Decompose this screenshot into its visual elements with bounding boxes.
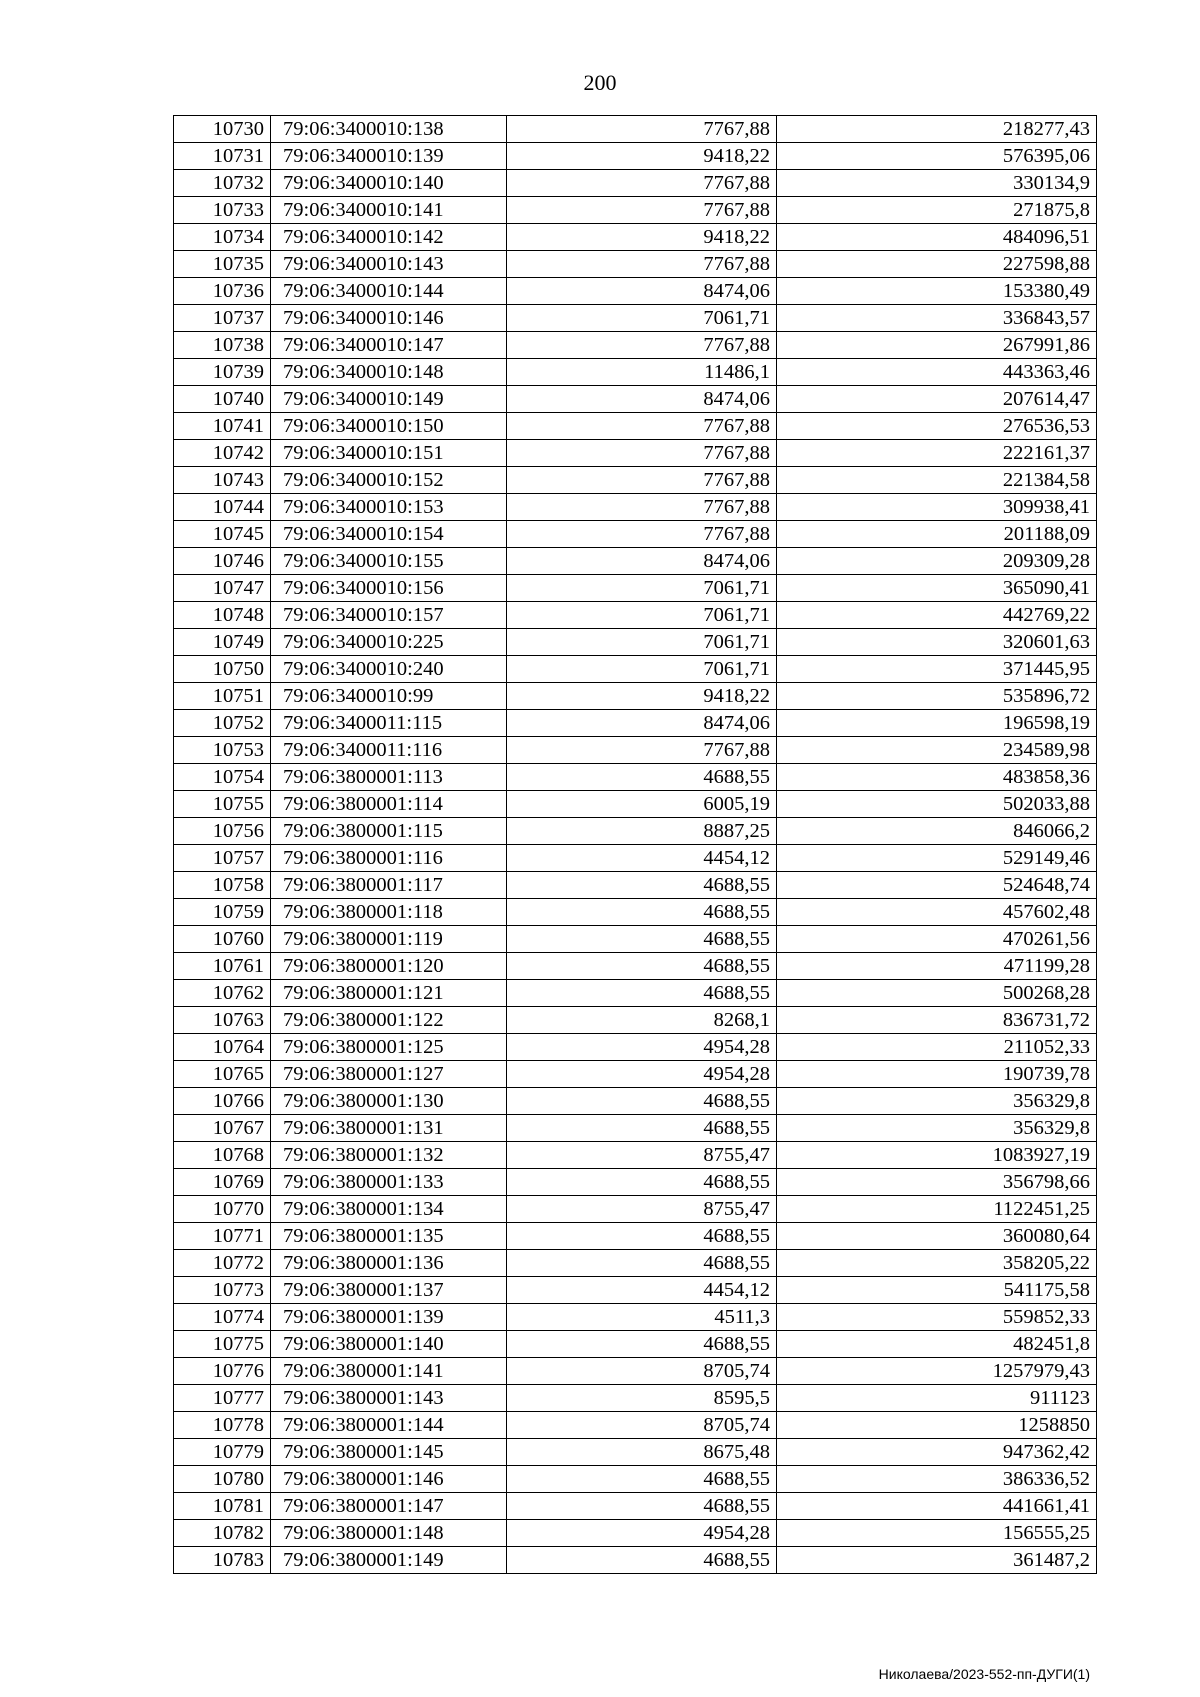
total-value-cell: 483858,36 xyxy=(777,764,1097,791)
total-value-cell: 1122451,25 xyxy=(777,1196,1097,1223)
cadastral-number-cell: 79:06:3400010:147 xyxy=(271,332,507,359)
table-row xyxy=(174,548,1097,575)
total-value-cell: 1257979,43 xyxy=(777,1358,1097,1385)
row-number-cell: 10730 xyxy=(174,116,271,143)
total-value-cell: 201188,09 xyxy=(777,521,1097,548)
row-number-cell: 10751 xyxy=(174,683,271,710)
total-value-cell: 441661,41 xyxy=(777,1493,1097,1520)
table-row xyxy=(174,359,1097,386)
table-body xyxy=(174,116,1097,1574)
total-value-cell: 371445,95 xyxy=(777,656,1097,683)
total-value-cell: 356329,8 xyxy=(777,1088,1097,1115)
unit-value-cell: 4688,55 xyxy=(507,764,777,791)
row-number-cell: 10767 xyxy=(174,1115,271,1142)
cadastral-number-cell: 79:06:3400010:156 xyxy=(271,575,507,602)
unit-value-cell: 7767,88 xyxy=(507,494,777,521)
table-row xyxy=(174,278,1097,305)
cadastral-number-cell: 79:06:3400010:144 xyxy=(271,278,507,305)
total-value-cell: 947362,42 xyxy=(777,1439,1097,1466)
row-number-cell: 10744 xyxy=(174,494,271,521)
table-row xyxy=(174,629,1097,656)
unit-value-cell: 7767,88 xyxy=(507,440,777,467)
row-number-cell: 10768 xyxy=(174,1142,271,1169)
table-row xyxy=(174,1547,1097,1574)
table-row xyxy=(174,1223,1097,1250)
total-value-cell: 457602,48 xyxy=(777,899,1097,926)
total-value-cell: 190739,78 xyxy=(777,1061,1097,1088)
cadastral-number-cell: 79:06:3400010:157 xyxy=(271,602,507,629)
unit-value-cell: 7061,71 xyxy=(507,656,777,683)
row-number-cell: 10750 xyxy=(174,656,271,683)
unit-value-cell: 4688,55 xyxy=(507,1547,777,1574)
row-number-cell: 10748 xyxy=(174,602,271,629)
total-value-cell: 836731,72 xyxy=(777,1007,1097,1034)
table-row xyxy=(174,197,1097,224)
cadastral-number-cell: 79:06:3400010:142 xyxy=(271,224,507,251)
unit-value-cell: 7767,88 xyxy=(507,413,777,440)
total-value-cell: 356329,8 xyxy=(777,1115,1097,1142)
cadastral-number-cell: 79:06:3800001:143 xyxy=(271,1385,507,1412)
row-number-cell: 10738 xyxy=(174,332,271,359)
cadastral-number-cell: 79:06:3400010:99 xyxy=(271,683,507,710)
table-row xyxy=(174,332,1097,359)
cadastral-number-cell: 79:06:3400011:115 xyxy=(271,710,507,737)
unit-value-cell: 7767,88 xyxy=(507,116,777,143)
total-value-cell: 360080,64 xyxy=(777,1223,1097,1250)
unit-value-cell: 8755,47 xyxy=(507,1196,777,1223)
table-row xyxy=(174,575,1097,602)
table-row xyxy=(174,899,1097,926)
table-row xyxy=(174,872,1097,899)
unit-value-cell: 4688,55 xyxy=(507,1250,777,1277)
unit-value-cell: 9418,22 xyxy=(507,683,777,710)
total-value-cell: 1083927,19 xyxy=(777,1142,1097,1169)
row-number-cell: 10749 xyxy=(174,629,271,656)
table-row xyxy=(174,1358,1097,1385)
page-number: 200 xyxy=(583,70,617,95)
row-number-cell: 10776 xyxy=(174,1358,271,1385)
total-value-cell: 500268,28 xyxy=(777,980,1097,1007)
total-value-cell: 330134,9 xyxy=(777,170,1097,197)
total-value-cell: 336843,57 xyxy=(777,305,1097,332)
table-row xyxy=(174,1196,1097,1223)
cadastral-number-cell: 79:06:3800001:136 xyxy=(271,1250,507,1277)
row-number-cell: 10741 xyxy=(174,413,271,440)
table-row xyxy=(174,1115,1097,1142)
table-row xyxy=(174,251,1097,278)
table-row xyxy=(174,1439,1097,1466)
cadastral-number-cell: 79:06:3400010:146 xyxy=(271,305,507,332)
unit-value-cell: 4688,55 xyxy=(507,1223,777,1250)
table-row xyxy=(174,845,1097,872)
row-number-cell: 10732 xyxy=(174,170,271,197)
table-row xyxy=(174,467,1097,494)
unit-value-cell: 8705,74 xyxy=(507,1358,777,1385)
row-number-cell: 10765 xyxy=(174,1061,271,1088)
unit-value-cell: 4688,55 xyxy=(507,872,777,899)
cadastral-number-cell: 79:06:3400010:225 xyxy=(271,629,507,656)
unit-value-cell: 8268,1 xyxy=(507,1007,777,1034)
total-value-cell: 209309,28 xyxy=(777,548,1097,575)
table-row xyxy=(174,1142,1097,1169)
unit-value-cell: 4511,3 xyxy=(507,1304,777,1331)
cadastral-number-cell: 79:06:3800001:113 xyxy=(271,764,507,791)
row-number-cell: 10737 xyxy=(174,305,271,332)
document-reference: Николаева/2023-552-пп-ДУГИ(1) xyxy=(878,1666,1090,1682)
cadastral-number-cell: 79:06:3400010:139 xyxy=(271,143,507,170)
total-value-cell: 911123 xyxy=(777,1385,1097,1412)
unit-value-cell: 7767,88 xyxy=(507,197,777,224)
cadastral-number-cell: 79:06:3800001:133 xyxy=(271,1169,507,1196)
unit-value-cell: 8675,48 xyxy=(507,1439,777,1466)
total-value-cell: 443363,46 xyxy=(777,359,1097,386)
total-value-cell: 218277,43 xyxy=(777,116,1097,143)
row-number-cell: 10770 xyxy=(174,1196,271,1223)
row-number-cell: 10760 xyxy=(174,926,271,953)
unit-value-cell: 4688,55 xyxy=(507,1169,777,1196)
unit-value-cell: 8474,06 xyxy=(507,710,777,737)
cadastral-number-cell: 79:06:3400010:152 xyxy=(271,467,507,494)
table-row xyxy=(174,1169,1097,1196)
row-number-cell: 10735 xyxy=(174,251,271,278)
row-number-cell: 10733 xyxy=(174,197,271,224)
total-value-cell: 227598,88 xyxy=(777,251,1097,278)
table-row xyxy=(174,305,1097,332)
unit-value-cell: 4454,12 xyxy=(507,1277,777,1304)
row-number-cell: 10736 xyxy=(174,278,271,305)
total-value-cell: 267991,86 xyxy=(777,332,1097,359)
row-number-cell: 10739 xyxy=(174,359,271,386)
cadastral-number-cell: 79:06:3400010:151 xyxy=(271,440,507,467)
table-row xyxy=(174,1250,1097,1277)
unit-value-cell: 4954,28 xyxy=(507,1034,777,1061)
table-row xyxy=(174,521,1097,548)
row-number-cell: 10753 xyxy=(174,737,271,764)
cadastral-number-cell: 79:06:3400010:155 xyxy=(271,548,507,575)
row-number-cell: 10745 xyxy=(174,521,271,548)
total-value-cell: 320601,63 xyxy=(777,629,1097,656)
unit-value-cell: 6005,19 xyxy=(507,791,777,818)
row-number-cell: 10783 xyxy=(174,1547,271,1574)
row-number-cell: 10763 xyxy=(174,1007,271,1034)
row-number-cell: 10742 xyxy=(174,440,271,467)
cadastral-number-cell: 79:06:3800001:131 xyxy=(271,1115,507,1142)
row-number-cell: 10774 xyxy=(174,1304,271,1331)
cadastral-number-cell: 79:06:3400010:150 xyxy=(271,413,507,440)
unit-value-cell: 7767,88 xyxy=(507,521,777,548)
cadastral-number-cell: 79:06:3800001:137 xyxy=(271,1277,507,1304)
total-value-cell: 207614,47 xyxy=(777,386,1097,413)
table-row xyxy=(174,1331,1097,1358)
cadastral-number-cell: 79:06:3800001:146 xyxy=(271,1466,507,1493)
table-row xyxy=(174,386,1097,413)
cadastral-number-cell: 79:06:3800001:125 xyxy=(271,1034,507,1061)
unit-value-cell: 4688,55 xyxy=(507,1088,777,1115)
table-row xyxy=(174,710,1097,737)
row-number-cell: 10781 xyxy=(174,1493,271,1520)
cadastral-number-cell: 79:06:3800001:132 xyxy=(271,1142,507,1169)
total-value-cell: 576395,06 xyxy=(777,143,1097,170)
table-row xyxy=(174,413,1097,440)
table-row xyxy=(174,1007,1097,1034)
table-row xyxy=(174,980,1097,1007)
total-value-cell: 276536,53 xyxy=(777,413,1097,440)
total-value-cell: 442769,22 xyxy=(777,602,1097,629)
total-value-cell: 386336,52 xyxy=(777,1466,1097,1493)
row-number-cell: 10777 xyxy=(174,1385,271,1412)
table-row xyxy=(174,440,1097,467)
cadastral-number-cell: 79:06:3800001:114 xyxy=(271,791,507,818)
cadastral-number-cell: 79:06:3400010:141 xyxy=(271,197,507,224)
cadastral-number-cell: 79:06:3800001:135 xyxy=(271,1223,507,1250)
row-number-cell: 10752 xyxy=(174,710,271,737)
table-row xyxy=(174,656,1097,683)
table-row xyxy=(174,224,1097,251)
total-value-cell: 846066,2 xyxy=(777,818,1097,845)
unit-value-cell: 8755,47 xyxy=(507,1142,777,1169)
table-row xyxy=(174,1304,1097,1331)
table-row xyxy=(174,926,1097,953)
total-value-cell: 222161,37 xyxy=(777,440,1097,467)
unit-value-cell: 4688,55 xyxy=(507,926,777,953)
unit-value-cell: 7767,88 xyxy=(507,737,777,764)
table-row xyxy=(174,1493,1097,1520)
total-value-cell: 559852,33 xyxy=(777,1304,1097,1331)
cadastral-value-table xyxy=(173,115,1097,1574)
table-row xyxy=(174,494,1097,521)
table-row xyxy=(174,1385,1097,1412)
row-number-cell: 10743 xyxy=(174,467,271,494)
total-value-cell: 356798,66 xyxy=(777,1169,1097,1196)
unit-value-cell: 9418,22 xyxy=(507,143,777,170)
unit-value-cell: 7767,88 xyxy=(507,332,777,359)
unit-value-cell: 9418,22 xyxy=(507,224,777,251)
total-value-cell: 541175,58 xyxy=(777,1277,1097,1304)
cadastral-number-cell: 79:06:3800001:148 xyxy=(271,1520,507,1547)
row-number-cell: 10756 xyxy=(174,818,271,845)
table-row xyxy=(174,170,1097,197)
total-value-cell: 482451,8 xyxy=(777,1331,1097,1358)
row-number-cell: 10766 xyxy=(174,1088,271,1115)
cadastral-number-cell: 79:06:3400010:140 xyxy=(271,170,507,197)
cadastral-number-cell: 79:06:3800001:149 xyxy=(271,1547,507,1574)
unit-value-cell: 4688,55 xyxy=(507,1331,777,1358)
row-number-cell: 10747 xyxy=(174,575,271,602)
cadastral-number-cell: 79:06:3800001:140 xyxy=(271,1331,507,1358)
row-number-cell: 10773 xyxy=(174,1277,271,1304)
total-value-cell: 358205,22 xyxy=(777,1250,1097,1277)
table-row xyxy=(174,818,1097,845)
row-number-cell: 10758 xyxy=(174,872,271,899)
total-value-cell: 196598,19 xyxy=(777,710,1097,737)
unit-value-cell: 4688,55 xyxy=(507,899,777,926)
unit-value-cell: 4688,55 xyxy=(507,980,777,1007)
total-value-cell: 470261,56 xyxy=(777,926,1097,953)
total-value-cell: 471199,28 xyxy=(777,953,1097,980)
total-value-cell: 529149,46 xyxy=(777,845,1097,872)
table-row xyxy=(174,1034,1097,1061)
cadastral-number-cell: 79:06:3400010:154 xyxy=(271,521,507,548)
unit-value-cell: 7767,88 xyxy=(507,251,777,278)
unit-value-cell: 7767,88 xyxy=(507,170,777,197)
table-row xyxy=(174,737,1097,764)
row-number-cell: 10734 xyxy=(174,224,271,251)
total-value-cell: 234589,98 xyxy=(777,737,1097,764)
row-number-cell: 10746 xyxy=(174,548,271,575)
row-number-cell: 10769 xyxy=(174,1169,271,1196)
row-number-cell: 10759 xyxy=(174,899,271,926)
row-number-cell: 10754 xyxy=(174,764,271,791)
total-value-cell: 365090,41 xyxy=(777,575,1097,602)
table-row xyxy=(174,791,1097,818)
unit-value-cell: 11486,1 xyxy=(507,359,777,386)
total-value-cell: 1258850 xyxy=(777,1412,1097,1439)
unit-value-cell: 4454,12 xyxy=(507,845,777,872)
cadastral-number-cell: 79:06:3800001:121 xyxy=(271,980,507,1007)
cadastral-number-cell: 79:06:3800001:134 xyxy=(271,1196,507,1223)
row-number-cell: 10779 xyxy=(174,1439,271,1466)
unit-value-cell: 4954,28 xyxy=(507,1061,777,1088)
table-row xyxy=(174,683,1097,710)
table-row xyxy=(174,1277,1097,1304)
cadastral-number-cell: 79:06:3800001:145 xyxy=(271,1439,507,1466)
total-value-cell: 211052,33 xyxy=(777,1034,1097,1061)
cadastral-number-cell: 79:06:3800001:130 xyxy=(271,1088,507,1115)
cadastral-number-cell: 79:06:3400010:240 xyxy=(271,656,507,683)
total-value-cell: 221384,58 xyxy=(777,467,1097,494)
unit-value-cell: 4954,28 xyxy=(507,1520,777,1547)
cadastral-number-cell: 79:06:3800001:139 xyxy=(271,1304,507,1331)
cadastral-number-cell: 79:06:3400010:148 xyxy=(271,359,507,386)
table-row xyxy=(174,602,1097,629)
unit-value-cell: 7767,88 xyxy=(507,467,777,494)
total-value-cell: 156555,25 xyxy=(777,1520,1097,1547)
unit-value-cell: 8474,06 xyxy=(507,278,777,305)
total-value-cell: 484096,51 xyxy=(777,224,1097,251)
cadastral-number-cell: 79:06:3800001:144 xyxy=(271,1412,507,1439)
cadastral-number-cell: 79:06:3800001:127 xyxy=(271,1061,507,1088)
row-number-cell: 10771 xyxy=(174,1223,271,1250)
cadastral-number-cell: 79:06:3800001:116 xyxy=(271,845,507,872)
unit-value-cell: 4688,55 xyxy=(507,1115,777,1142)
table-row xyxy=(174,1088,1097,1115)
cadastral-number-cell: 79:06:3400010:149 xyxy=(271,386,507,413)
total-value-cell: 309938,41 xyxy=(777,494,1097,521)
row-number-cell: 10740 xyxy=(174,386,271,413)
row-number-cell: 10780 xyxy=(174,1466,271,1493)
cadastral-number-cell: 79:06:3800001:147 xyxy=(271,1493,507,1520)
table-row xyxy=(174,1061,1097,1088)
unit-value-cell: 8705,74 xyxy=(507,1412,777,1439)
table-row xyxy=(174,764,1097,791)
cadastral-number-cell: 79:06:3800001:120 xyxy=(271,953,507,980)
unit-value-cell: 8474,06 xyxy=(507,386,777,413)
unit-value-cell: 7061,71 xyxy=(507,602,777,629)
table-row xyxy=(174,116,1097,143)
cadastral-number-cell: 79:06:3400011:116 xyxy=(271,737,507,764)
cadastral-number-cell: 79:06:3800001:122 xyxy=(271,1007,507,1034)
row-number-cell: 10775 xyxy=(174,1331,271,1358)
cadastral-number-cell: 79:06:3400010:138 xyxy=(271,116,507,143)
table-row xyxy=(174,1520,1097,1547)
unit-value-cell: 8474,06 xyxy=(507,548,777,575)
cadastral-number-cell: 79:06:3800001:117 xyxy=(271,872,507,899)
total-value-cell: 361487,2 xyxy=(777,1547,1097,1574)
unit-value-cell: 7061,71 xyxy=(507,629,777,656)
row-number-cell: 10755 xyxy=(174,791,271,818)
row-number-cell: 10764 xyxy=(174,1034,271,1061)
table-row xyxy=(174,1466,1097,1493)
row-number-cell: 10761 xyxy=(174,953,271,980)
cadastral-number-cell: 79:06:3800001:119 xyxy=(271,926,507,953)
total-value-cell: 535896,72 xyxy=(777,683,1097,710)
cadastral-number-cell: 79:06:3400010:143 xyxy=(271,251,507,278)
cadastral-number-cell: 79:06:3800001:118 xyxy=(271,899,507,926)
table-row xyxy=(174,1412,1097,1439)
row-number-cell: 10782 xyxy=(174,1520,271,1547)
unit-value-cell: 4688,55 xyxy=(507,1466,777,1493)
total-value-cell: 524648,74 xyxy=(777,872,1097,899)
total-value-cell: 271875,8 xyxy=(777,197,1097,224)
total-value-cell: 153380,49 xyxy=(777,278,1097,305)
unit-value-cell: 7061,71 xyxy=(507,305,777,332)
unit-value-cell: 8595,5 xyxy=(507,1385,777,1412)
row-number-cell: 10757 xyxy=(174,845,271,872)
row-number-cell: 10772 xyxy=(174,1250,271,1277)
row-number-cell: 10778 xyxy=(174,1412,271,1439)
unit-value-cell: 4688,55 xyxy=(507,1493,777,1520)
table-row xyxy=(174,143,1097,170)
unit-value-cell: 4688,55 xyxy=(507,953,777,980)
table-row xyxy=(174,953,1097,980)
cadastral-number-cell: 79:06:3800001:141 xyxy=(271,1358,507,1385)
cadastral-number-cell: 79:06:3400010:153 xyxy=(271,494,507,521)
unit-value-cell: 8887,25 xyxy=(507,818,777,845)
row-number-cell: 10762 xyxy=(174,980,271,1007)
row-number-cell: 10731 xyxy=(174,143,271,170)
unit-value-cell: 7061,71 xyxy=(507,575,777,602)
total-value-cell: 502033,88 xyxy=(777,791,1097,818)
cadastral-number-cell: 79:06:3800001:115 xyxy=(271,818,507,845)
